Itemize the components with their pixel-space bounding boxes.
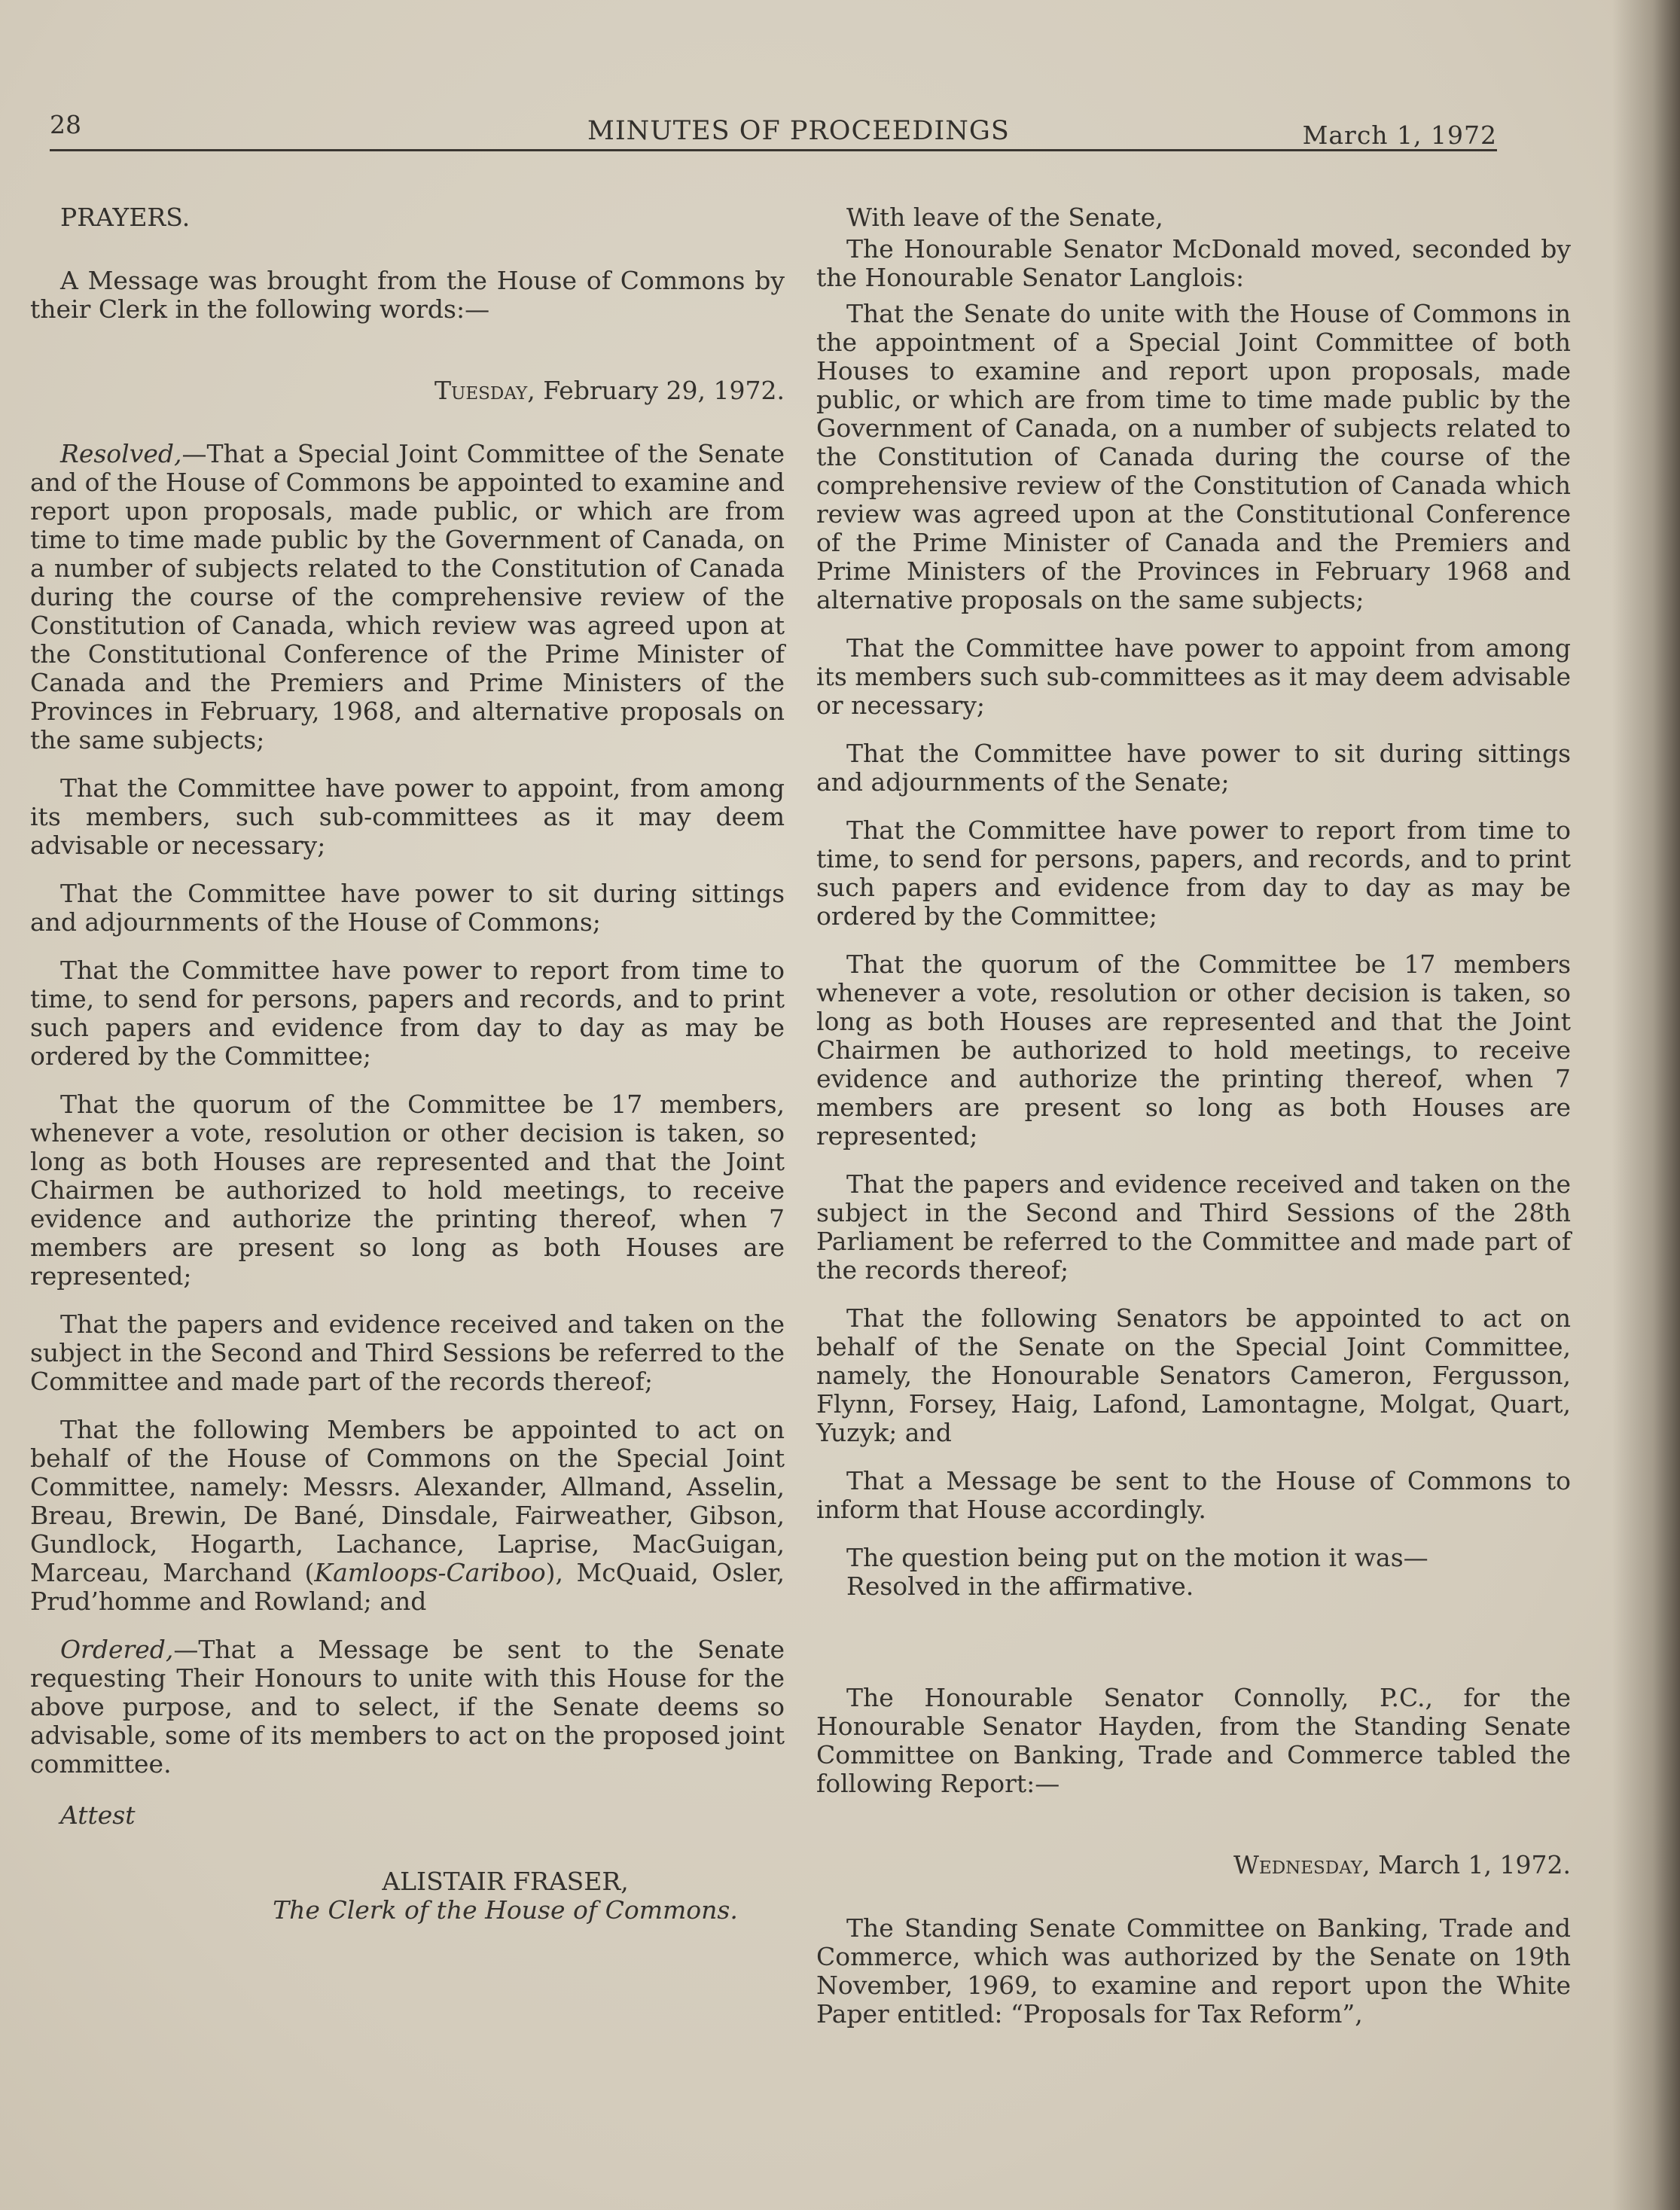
report-paragraph: That the Committee have power to report from time to time, to send for persons, papers, and records, and to print such papers and evidence from day to day as may be ordered by the Committee; bbox=[816, 815, 1571, 931]
members-before: That the following Members be appointed to act on behalf of the House of Commons on the Special Joint Committee, namely: Messrs. Alexander, Allmand, Asselin, Breau, Brewin, De Bané, Dinsdale, Fairweather, Gibson, Gundlock, Hogarth, Lachance, Laprise, MacGuigan, Marceau, Marchand ( bbox=[30, 1415, 785, 1587]
quorum-paragraph: That the quorum of the Committee be 17 members whenever a vote, resolution or other decision is taken, so long as both Houses are represented and that the Joint Chairmen be authorized to hold meetings, to receive evidence and authorize the printing thereof, when 7 members are present so long as both Houses are represented; bbox=[816, 950, 1571, 1151]
resolved-label: Resolved, bbox=[60, 439, 182, 468]
leave-paragraph: With leave of the Senate, bbox=[846, 203, 1163, 232]
page-number: 28 bbox=[50, 110, 81, 139]
ordered-paragraph bbox=[30, 1635, 785, 1779]
ordered-label: Ordered, bbox=[60, 1635, 174, 1664]
subcommittees-paragraph: That the Committee have power to appoint from among its members such sub-committees as it may deem advisable or necessary; bbox=[816, 633, 1571, 720]
moved-paragraph: The Honourable Senator McDonald moved, seconded by the Honourable Senator Langlois: bbox=[816, 234, 1571, 292]
message-dateline bbox=[30, 376, 785, 405]
section-gap bbox=[816, 1601, 1571, 1684]
members-paragraph bbox=[30, 1416, 785, 1616]
resolved-paragraph bbox=[30, 440, 785, 754]
resolved-affirmative: Resolved in the affirmative. bbox=[846, 1571, 1194, 1601]
dateline-day: Tuesday bbox=[434, 376, 528, 405]
senators-paragraph: That the following Senators be appointed to act on behalf of the Senate on the Special Joint Committee, namely, the Honourable Senators Cameron, Fergusson, Flynn, Forsey, Haig, Lafond, Lamontagne, Molgat, Quart, Yuzyk; and bbox=[816, 1303, 1571, 1447]
members-after: ), McQuaid, Osler, Prud’homme and Rowland; and bbox=[30, 1558, 785, 1616]
sit-paragraph: That the Committee have power to sit during sittings and adjournments of the House of Commons; bbox=[30, 879, 785, 937]
dateline-rest: , February 29, 1972. bbox=[527, 376, 785, 405]
signatory-title: The Clerk of the House of Commons. bbox=[273, 1895, 738, 1925]
message-paragraph: That a Message be sent to the House of Commons to inform that House accordingly. bbox=[816, 1466, 1571, 1524]
attest-line bbox=[30, 1801, 785, 1830]
standing-committee-paragraph: The Standing Senate Committee on Banking, Trade and Commerce, which was authorized by the Senate on 19th November, 1969, to examine and report upon the White Paper entitled: “Proposals for Tax Reform”, bbox=[816, 1913, 1571, 2029]
signatory-name: ALISTAIR FRASER, bbox=[382, 1867, 629, 1896]
attest-label: Attest bbox=[60, 1800, 136, 1830]
report-paragraph: That the Committee have power to report from time to time, to send for persons, papers and records, and to print such papers and evidence from day to day as may be ordered by the Committee; bbox=[30, 956, 785, 1071]
page-edge-shadow bbox=[1612, 0, 1680, 2210]
quorum-paragraph: That the quorum of the Committee be 17 members, whenever a vote, resolution or other decision is taken, so long as both Houses are represented and that the Joint Chairmen be authorized to hold meetings, to receive evidence and authorize the printing thereof, when 7 members are present so long as both Houses are represented; bbox=[30, 1090, 785, 1291]
page-title: MINUTES OF PROCEEDINGS bbox=[587, 116, 1010, 146]
dateline-rest: , March 1, 1972. bbox=[1362, 1850, 1571, 1879]
dateline-day: Wednesday bbox=[1233, 1850, 1363, 1879]
left-column bbox=[30, 203, 785, 1925]
signatory-title-line bbox=[30, 1896, 785, 1925]
right-column bbox=[816, 203, 1571, 2029]
report-dateline bbox=[816, 1851, 1571, 1879]
resolved-text: —That a Special Joint Committee of the Senate and of the House of Commons be appointed to examine and report upon proposals, made public, or which are from time to time made public by the Government of Canada, on a number of subjects related to the Constitution of Canada during the course of the comprehensive review of the Constitution of Canada, which review was agreed upon at the Constitutional Conference of the Prime Minister of Canada and the Premiers and Prime Ministers of the Provinces in February, 1968, and alternative proposals on the same subjects; bbox=[30, 439, 785, 754]
prayers-heading: PRAYERS. bbox=[60, 203, 191, 232]
connolly-paragraph: The Honourable Senator Connolly, P.C., for the Honourable Senator Hayden, from the Standing Senate Committee on Banking, Trade and Commerce tabled the following Report:— bbox=[816, 1683, 1571, 1798]
question-paragraph: The question being put on the motion it was— bbox=[846, 1543, 1428, 1572]
members-riding: Kamloops-Cariboo bbox=[314, 1558, 546, 1587]
message-intro: A Message was brought from the House of Commons by their Clerk in the following words:— bbox=[30, 266, 785, 324]
running-header bbox=[50, 110, 1497, 155]
papers-paragraph: That the papers and evidence received and taken on the subject in the Second and Third Sessions be referred to the Committee and made part of the records thereof; bbox=[30, 1309, 785, 1396]
sit-paragraph: That the Committee have power to sit during sittings and adjournments of the Senate; bbox=[816, 739, 1571, 797]
header-date: March 1, 1972 bbox=[1302, 120, 1497, 150]
ordered-text: —That a Message be sent to the Senate requesting Their Honours to unite with this House for the above purpose, and to select, if the Senate deems so advisable, some of its members to act on the proposed joint committee. bbox=[30, 1635, 785, 1779]
subcommittees-paragraph: That the Committee have power to appoint, from among its members, such sub-committees as it may deem advisable or necessary; bbox=[30, 773, 785, 860]
unite-paragraph: That the Senate do unite with the House of Commons in the appointment of a Special Joint Committee of both Houses to examine and report upon proposals, made public, or which are from time to time made public by the Government of Canada, on a number of subjects related to the Constitution of Canada during the course of the comprehensive review of the Constitution of Canada which review was agreed upon at the Constitutional Conference of the Prime Minister of Canada and the Premiers and Prime Ministers of the Provinces in February 1968 and alternative proposals on the same subjects; bbox=[816, 299, 1571, 614]
header-rule bbox=[50, 149, 1497, 151]
papers-paragraph: That the papers and evidence received and taken on the subject in the Second and Third Sessions of the 28th Parliament be referred to the Committee and made part of the records thereof; bbox=[816, 1169, 1571, 1285]
